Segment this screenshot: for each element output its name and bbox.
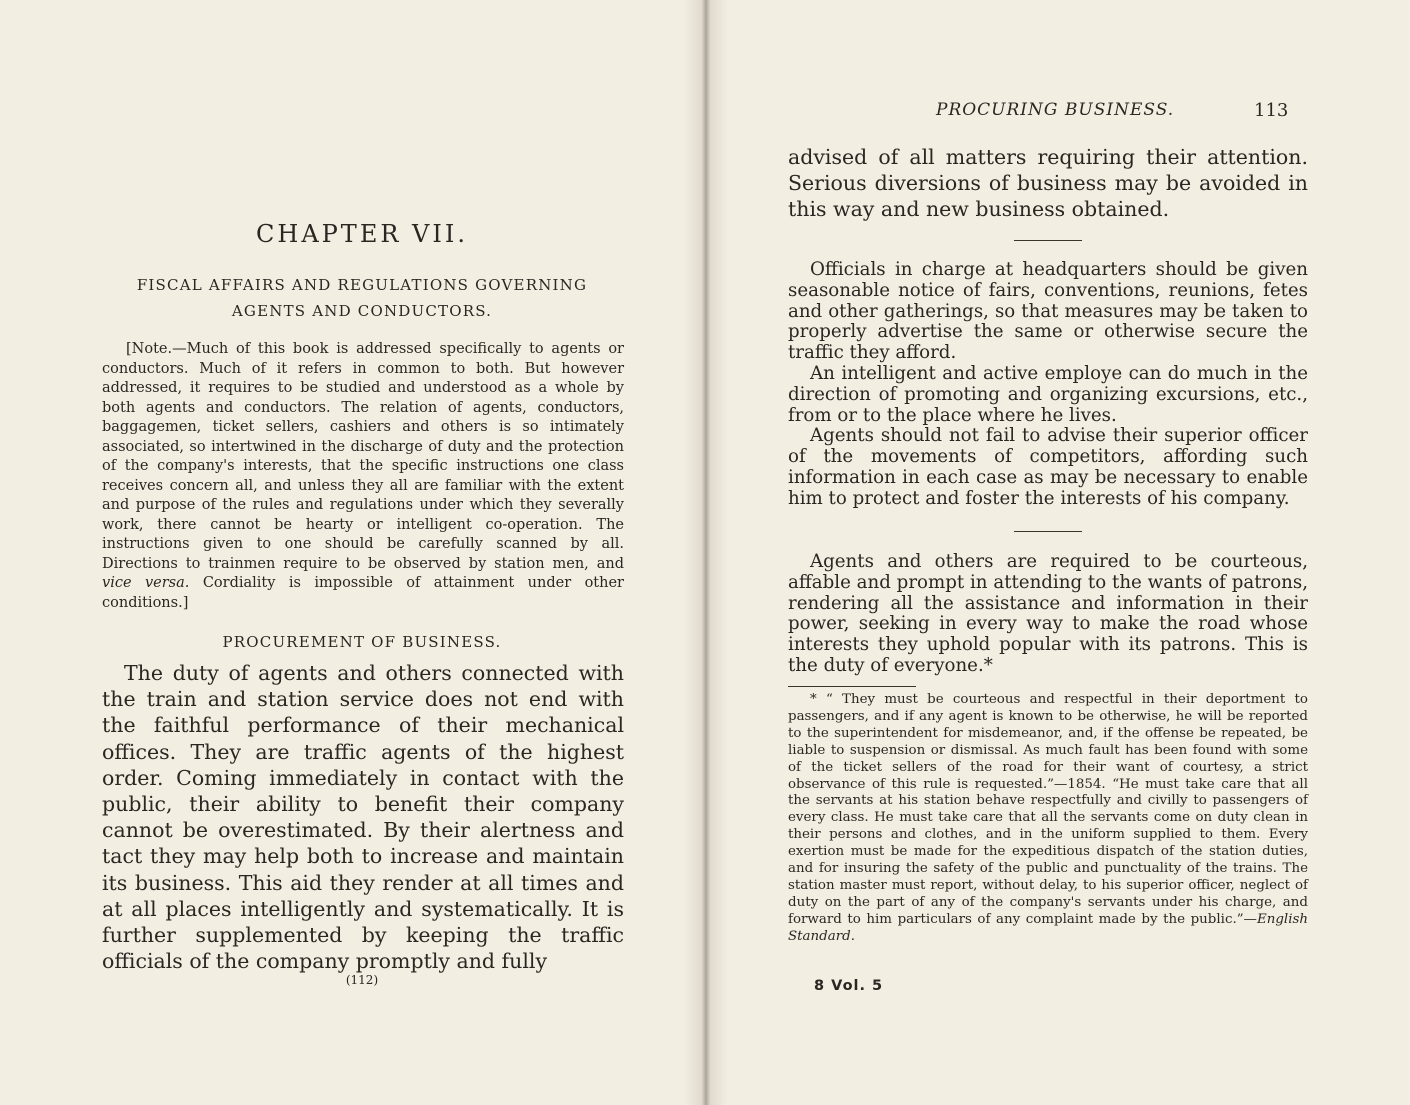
note-paragraph xyxy=(102,340,624,613)
paragraph-block-2 xyxy=(788,552,1308,677)
continuation-text xyxy=(788,144,1308,223)
footnote-text: * “ They must be courteous and respectful in their deportment to passengers, and if any agent is known to be otherwise, he will be reported to the superintendent for misdemeanor, and, if the offense be repeated, be liable to suspension or dismissal. As much fault has been found with some of the ticket sellers of the road for their want of courtesy, a strict observance of this rule is requested.”—1854. “He must take care that all the servants at his station behave respectfully and civilly to passengers of every class. He must take care that all the servants come on duty clean in their persons and clothes, and in the uniform supplied to them. Every exertion must be made for the expeditious dispatch of the station duties, and for insuring the safety of the public and punctuality of the trains. The station master must report, without delay, to his superior officer, neglect of duty on the part of any of the company's servants under his charge, and forward to him particulars of any complaint made by the public.”— xyxy=(788,692,1308,927)
note-end: Cordiality is impossible of attainment under other conditions.] xyxy=(102,575,624,611)
body-text xyxy=(102,660,624,974)
footnote-source: English Standard. xyxy=(788,911,1308,944)
section-title xyxy=(100,272,624,324)
section-divider xyxy=(1014,531,1082,532)
section-title-line-1: FISCAL AFFAIRS AND REGULATIONS GOVERNING xyxy=(136,276,588,294)
paragraph-officials: Officials in charge at headquarters should be given seasonable notice of fairs, conventions, reunions, fetes and other gatherings, so that measures may be taken to properly advertise the same or otherwise secure the traffic they afford. xyxy=(788,259,1308,364)
editorial-note xyxy=(102,340,624,613)
right-page xyxy=(706,0,1410,1105)
note-text: [Note.—Much of this book is addressed specifically to agents or conductors. Much of it refers in common to both. But however addressed, it requires to be studied and understood as a whole by both agents and conductors. The relation of agents, conductors, baggagemen, ticket sellers, cashiers and others is so intimately associated, so intertwined in the discharge of duty and the protection of the company's interests, that the specific instructions one class receives concern all, and unless they all are familiar with the extent and purpose of the rules and regulations under which they severally work, there cannot be hearty or intelligent co-operation. The instructions given to one should be carefully scanned by all. Directions to trainmen require to be observed by station men, and xyxy=(102,341,624,572)
paragraph-block-1 xyxy=(788,260,1308,510)
continuation-paragraph: advised of all matters requiring their attention. Serious diversions of business may be avoided in this way and new business obtained. xyxy=(788,145,1308,222)
footnote-rule xyxy=(788,686,916,687)
subsection-title: PROCUREMENT OF BUSINESS. xyxy=(222,633,502,651)
footnote xyxy=(788,692,1308,946)
body-paragraph: The duty of agents and others connected with the train and station service does not end with the faithful performance of their mechanical offices. They are traffic agents of the highest order. Coming immediately in contact with the public, their ability to benefit their company cannot be overestimated. By their alertness and tact they may help both to increase and maintain its business. This aid they render at all times and at all places intelligently and systematically. It is further supplemented by keeping the traffic officials of the company promptly and fully xyxy=(102,661,624,974)
paragraph-competitors: Agents should not fail to advise their superior officer of the movements of competitors, affording such information in each case as may be necessary to enable him to protect and foster the interests of his company. xyxy=(788,425,1308,509)
section-title-line-2: AGENTS AND CONDUCTORS. xyxy=(231,302,493,320)
page-number: 113 xyxy=(1254,100,1289,121)
section-divider xyxy=(1014,240,1082,241)
chapter-title: CHAPTER VII. xyxy=(256,220,468,248)
note-italic: vice versa. xyxy=(102,575,190,591)
footnote-paragraph xyxy=(788,692,1308,946)
signature-mark: 8 Vol. 5 xyxy=(814,978,884,994)
paragraph-courteous: Agents and others are required to be courteous, affable and prompt in attending to the wants of patrons, rendering all the assistance and information in their power, seeking in every way to make the road whose interests they uphold popular with its patrons. This is the duty of everyone.* xyxy=(788,551,1308,676)
running-head: PROCURING BUSINESS. xyxy=(936,100,1175,120)
folio: (112) xyxy=(345,973,379,987)
paragraph-employe: An intelligent and active employe can do much in the direction of promoting and organizing excursions, etc., from or to the place where he lives. xyxy=(788,362,1308,426)
